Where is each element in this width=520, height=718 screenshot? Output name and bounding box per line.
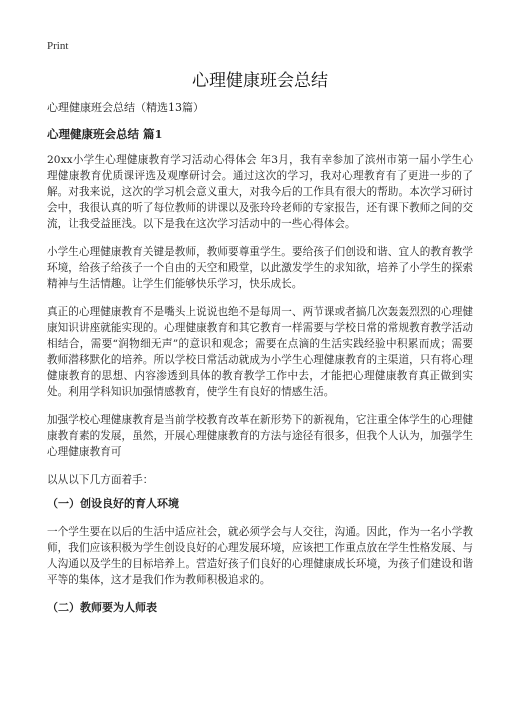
subsection-heading: （一）创设良好的育人环境 [47,497,179,510]
paragraph: 小学生心理健康教育关键是教师，教师要尊重学生。要给孩子们创设和谐、宜人的教育教学环境，给孩子给孩子一个自由的天空和殿堂，以此激发学生的求知欲，培养了小学生的探索精神与生活情趣。让学生们能够快乐学习，快乐成长。 [47,246,473,290]
paragraph: 加强学校心理健康教育是当前学校教育改革在新形势下的新视角，它注重全体学生的心理健康教育素的发展，虽然，开展心理健康教育的方法与途径有很多，但我个人认为，加强学生心理健康教育可 [47,414,473,458]
paragraph: 20xx小学生心理健康教育学习活动心得体会 年3月，我有幸参加了滨州市第一届小学生心理健康教育优质课评选及观摩研讨会。通过这次的学习，我对心理教育有了更进一步的了解。对我来说，这次的学习机会意义重大，对我今后的工作具有很大的帮助。本次学习研讨会中，我很认真的听了每位教师的讲课以及张玲玲老师的专家报告，还有课下教师之间的交流，让我受益匪浅。以下是我在这次学习活动中的一些心得体会。 [47,154,473,230]
document-body [47,100,473,628]
document-subtitle: 心理健康班会总结（精选13篇） [47,101,204,114]
section-heading: 心理健康班会总结 篇1 [47,127,163,141]
subsection-paragraph: 一个学生要在以后的生活中适应社会，就必须学会与人交往，沟通。因此，作为一名小学教师，我们应该积极为学生创设良好的心理发展环境，应该把工作重点放在学生性格发展、与人沟通以及学生的目标培养上。营造好孩子们良好的心理健康成长环境，为孩子们建设和谐平等的集体，这才是我们作为教师积极追求的。 [47,526,473,586]
print-link[interactable]: Print [47,40,69,52]
subsection-heading: （二）教师要为人师表 [47,601,157,614]
paragraph: 真正的心理健康教育不是嘴头上说说也绝不是每周一、两节课或者搞几次轰轰烈烈的心理健康知识讲座就能实现的。心理健康教育和其它教育一样需要与学校日常的常规教育教学活动相结合，需要“润物细无声”的意识和观念；需要在点滴的生活实践经验中积累而成；需要教师潜移默化的培养。所以学校日常活动就成为小学生心理健康教育的主渠道，只有将心理健康教育的思想、内容渗透到具体的教育教学工作中去，才能把心理健康教育真正做到实处。利用学科知识加强情感教育，使学生有良好的情感生活。 [47,306,473,398]
page-title: 心理健康班会总结 [192,71,328,91]
lead-line: 以从以下几方面着手： [47,474,154,486]
